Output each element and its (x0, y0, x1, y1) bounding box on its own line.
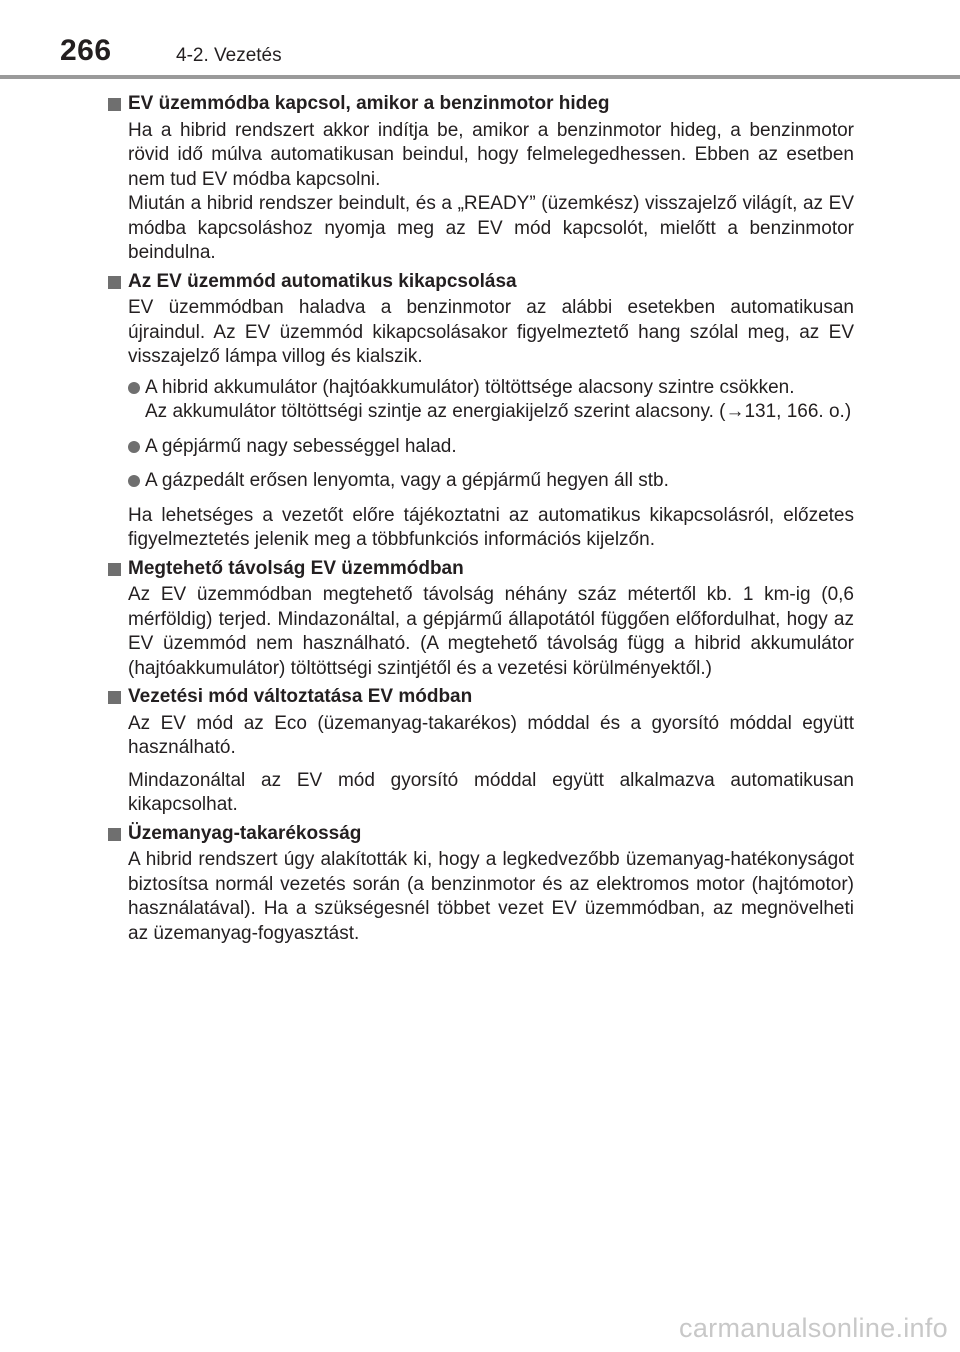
list-item (145, 469, 854, 494)
paragraph: Ha a hibrid rendszert akkor indítja be, amikor a benzinmotor hideg, a benzinmotor rövid idő múlva automatikusan beindul, hogy felmelegedhessen. Ebben az esetben nem tud EV módba kapcsolni. (128, 119, 854, 190)
round-bullet-icon (128, 382, 140, 394)
section-title: Vezetési mód változtatása EV módban (128, 686, 473, 707)
section-heading (128, 557, 854, 582)
section-label: 4-2. Vezetés (176, 45, 282, 66)
section-heading (128, 822, 854, 847)
square-bullet-icon (108, 276, 121, 289)
square-bullet-icon (108, 98, 121, 111)
list-item (145, 376, 854, 425)
section-title: Megtehető távolság EV üzemmódban (128, 557, 464, 579)
list-item-note: Az akkumulátor töltöttségi szintje az energiakijelző szerint alacsony. (→131, 166. o.) (145, 401, 852, 422)
paragraph: Az EV üzemmódban megtehető távolság néhány száz métertől kb. 1 km-ig (0,6 mérföldig) terjed. Mindazonáltal, a gépjármű állapotától függően előfordulhat, hogy az EV üzemmód nem használható. (A megtehető távolság függ a hibrid akkumulátor (hajtóakkumulátor) töltöttségi szintjétől és a vezetési körülményektől.) (128, 584, 854, 679)
paragraph: Mindazonáltal az EV mód gyorsító móddal együtt alkalmazva automatikusan kikapcsolhat. (128, 769, 854, 815)
section-heading (128, 685, 854, 710)
section-heading (128, 270, 854, 295)
list-item (145, 435, 854, 460)
list-item-text: A gázpedált erősen lenyomta, vagy a gépjármű hegyen áll stb. (145, 470, 669, 491)
page-header (0, 0, 960, 80)
square-bullet-icon (108, 563, 121, 576)
paragraph: Az EV mód az Eco (üzemanyag-takarékos) móddal és a gyorsító móddal együtt használható. (128, 712, 854, 758)
paragraph: Ha lehetséges a vezetőt előre tájékoztatni az automatikus kikapcsolásról, előzetes figyelmeztetés jelenik meg a többfunkciós információs kijelzőn. (128, 504, 854, 550)
list-item-text: A hibrid akkumulátor (hajtóakkumulátor) töltöttsége alacsony szintre csökken. (145, 376, 795, 398)
section-title: EV üzemmódba kapcsol, amikor a benzinmotor hideg (128, 93, 610, 114)
section-title: Üzemanyag-takarékosság (128, 822, 362, 844)
watermark-text: carmanualsonline.info (679, 1313, 948, 1343)
header-rule (0, 75, 960, 79)
round-bullet-icon (128, 475, 140, 487)
page-number: 266 (60, 34, 112, 67)
square-bullet-icon (108, 828, 121, 841)
round-bullet-icon (128, 441, 140, 453)
section-title: Az EV üzemmód automatikus kikapcsolása (128, 270, 517, 292)
square-bullet-icon (108, 691, 121, 704)
section-heading (128, 92, 854, 117)
paragraph: A hibrid rendszert úgy alakították ki, hogy a legkedvezőbb üzemanyag-hatékonyságot biztosítsa normál vezetés során (a benzinmotor és az elektromos motor (hajtómotor) használatával). Ha a szükségesnél többet vezet EV üzemmódban, az megnövelheti az üzemanyag-fogyasztást. (128, 849, 854, 944)
list-item-text: A gépjármű nagy sebességgel halad. (145, 435, 457, 457)
page-content (108, 88, 854, 950)
paragraph: EV üzemmódban haladva a benzinmotor az alábbi esetekben automatikusan újraindul. Az EV üzemmód kikapcsolásakor figyelmeztető hang szólal meg, az EV visszajelző lámpa villog és kialszik. (128, 297, 854, 367)
paragraph: Miután a hibrid rendszer beindult, és a „READY” (üzemkész) visszajelző világít, az EV módba kapcsoláshoz nyomja meg az EV mód kapcsolót, mielőtt a benzinmotor beindulna. (128, 193, 854, 263)
